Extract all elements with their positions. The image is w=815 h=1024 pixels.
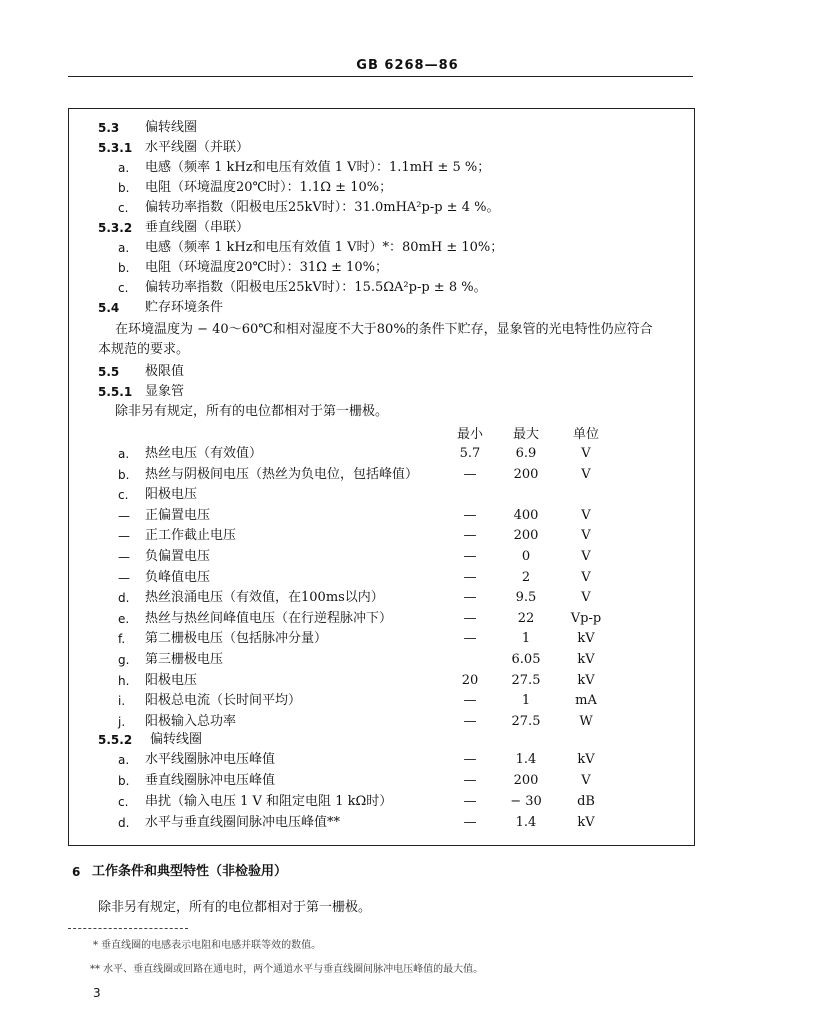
text-line bbox=[0, 198, 815, 218]
row-min: — bbox=[463, 569, 477, 585]
text-line bbox=[0, 138, 815, 158]
row-unit: kV bbox=[577, 631, 595, 647]
row-min: — bbox=[463, 752, 477, 767]
row-text: 热丝与阴极间电压（热丝为负电位，包括峰值） bbox=[145, 466, 419, 482]
table-row bbox=[0, 813, 815, 833]
footnote-separator bbox=[68, 928, 188, 929]
table-row bbox=[0, 712, 815, 732]
row-label: a. bbox=[118, 753, 130, 767]
section-title: 水平线圈（并联） bbox=[145, 140, 250, 155]
section-title: 工作条件和典型特性（非检验用） bbox=[92, 864, 288, 879]
row-label: j. bbox=[118, 714, 126, 729]
row-unit: mA bbox=[575, 693, 597, 709]
item-text: 偏转功率指数（阳极电压25kV时）：31.0mHA²p-p ± 4 %。 bbox=[145, 200, 500, 215]
row-text: 热丝与热丝间峰值电压（在行逆程脉冲下） bbox=[145, 610, 393, 626]
row-text: 串扰（输入电压 1 V 和阻定电阻 1 kΩ时） bbox=[145, 794, 393, 809]
row-text: 阳极电压 bbox=[145, 672, 198, 688]
row-unit: V bbox=[581, 549, 591, 564]
row-max: 0 bbox=[521, 549, 531, 564]
row-label: f. bbox=[118, 632, 126, 647]
row-unit: dB bbox=[577, 794, 595, 809]
item-label: c. bbox=[118, 201, 129, 215]
row-unit: kV bbox=[577, 652, 595, 667]
section-number: 5.4 bbox=[98, 301, 120, 315]
text-line bbox=[0, 178, 815, 198]
table-row bbox=[0, 444, 815, 464]
table-row bbox=[0, 671, 815, 691]
row-label: h. bbox=[118, 673, 130, 688]
text-line bbox=[0, 362, 815, 382]
row-text: 阳极总电流（长时间平均） bbox=[145, 693, 302, 709]
row-label: — bbox=[118, 529, 130, 544]
row-unit: Vp-p bbox=[570, 610, 602, 626]
text-line bbox=[0, 340, 815, 360]
page-number: 3 bbox=[93, 986, 101, 1000]
row-min: — bbox=[463, 631, 477, 647]
item-label: c. bbox=[118, 281, 129, 295]
item-label: b. bbox=[118, 181, 130, 195]
row-text: 热丝浪涌电压（有效值，在100ms以内） bbox=[145, 590, 384, 606]
row-min: — bbox=[463, 693, 477, 709]
row-text: 垂直线圈脉冲电压峰值 bbox=[145, 773, 276, 788]
row-max: 1.4 bbox=[515, 752, 537, 767]
row-label: — bbox=[118, 508, 130, 523]
table-row bbox=[0, 771, 815, 791]
row-min: — bbox=[463, 507, 477, 523]
row-unit: kV bbox=[577, 815, 595, 830]
row-label: d. bbox=[118, 591, 130, 606]
row-min: 20 bbox=[461, 672, 479, 688]
item-text: 电感（频率 1 kHz和电压有效值 1 V时）*：80mH ± 10%； bbox=[145, 240, 504, 255]
text-line bbox=[0, 298, 815, 318]
row-max: 6.05 bbox=[511, 652, 541, 667]
item-text: 电阻（环境温度20℃时）：1.1Ω ± 10%； bbox=[145, 180, 393, 195]
row-text: 阳极电压 bbox=[145, 487, 198, 503]
table-row bbox=[0, 629, 815, 649]
text-line bbox=[0, 278, 815, 298]
row-max: 1 bbox=[521, 693, 531, 709]
row-max: − 30 bbox=[510, 794, 542, 809]
table-row bbox=[0, 650, 815, 670]
paragraph: 除非另有规定，所有的电位都相对于第一栅极。 bbox=[98, 900, 372, 915]
row-unit: V bbox=[581, 590, 591, 606]
row-label: b. bbox=[118, 467, 130, 482]
row-text: 负偏置电压 bbox=[145, 549, 211, 564]
paragraph: 在环境温度为 − 40～60℃和相对湿度不大于80%的条件下贮存，显象管的光电特性仍应符合 bbox=[115, 322, 653, 337]
section-number: 5.3.1 bbox=[98, 141, 133, 155]
row-max: 1.4 bbox=[515, 815, 537, 830]
row-min: — bbox=[463, 815, 477, 830]
row-text: 负峰值电压 bbox=[145, 569, 211, 585]
paragraph-cont: 本规范的要求。 bbox=[98, 342, 190, 357]
row-label: — bbox=[118, 550, 130, 564]
table-row bbox=[0, 506, 815, 526]
table-row bbox=[0, 792, 815, 812]
row-min: — bbox=[463, 713, 477, 729]
row-label: c. bbox=[118, 488, 129, 503]
row-unit: V bbox=[581, 569, 591, 585]
row-unit: V bbox=[581, 466, 591, 482]
section-title: 贮存环境条件 bbox=[145, 300, 224, 315]
item-text: 电阻（环境温度20℃时）：31Ω ± 10%； bbox=[145, 260, 388, 275]
row-max: 200 bbox=[513, 466, 539, 482]
section-5-5-2 bbox=[0, 730, 815, 750]
row-min: — bbox=[463, 794, 477, 809]
item-text: 偏转功率指数（阳极电压25kV时）：15.5ΩA²p-p ± 8 %。 bbox=[145, 280, 487, 295]
text-line bbox=[0, 158, 815, 178]
table-row bbox=[0, 568, 815, 588]
standard-header: GB 6268—86 bbox=[356, 58, 459, 73]
row-min: — bbox=[463, 590, 477, 606]
col-min-header: 最小 bbox=[456, 427, 483, 442]
table-row bbox=[0, 750, 815, 770]
paragraph: 除非另有规定，所有的电位都相对于第一栅极。 bbox=[115, 404, 389, 419]
row-label: g. bbox=[118, 653, 130, 667]
section-number: 6 bbox=[72, 865, 81, 879]
section-number: 5.5.2 bbox=[98, 733, 133, 747]
row-label: e. bbox=[118, 611, 130, 626]
row-text: 阳极输入总功率 bbox=[145, 713, 237, 729]
row-max: 400 bbox=[513, 507, 539, 523]
row-min: — bbox=[463, 773, 477, 788]
footnote-1: * 垂直线圈的电感表示电阻和电感并联等效的数值。 bbox=[93, 940, 322, 951]
item-label: a. bbox=[118, 161, 130, 175]
text-line bbox=[0, 238, 815, 258]
section-title: 偏转线圈 bbox=[150, 732, 203, 747]
section-6-text bbox=[0, 898, 815, 918]
section-title: 显象管 bbox=[145, 384, 185, 399]
text-line bbox=[0, 218, 815, 238]
row-min: — bbox=[463, 549, 477, 564]
table-header bbox=[0, 425, 815, 445]
row-max: 27.5 bbox=[511, 672, 541, 688]
row-label: b. bbox=[118, 774, 130, 788]
row-unit: V bbox=[581, 528, 591, 544]
section-6 bbox=[0, 862, 815, 882]
row-text: 第三栅极电压 bbox=[145, 652, 224, 667]
table-row bbox=[0, 526, 815, 546]
row-max: 22 bbox=[517, 610, 535, 626]
row-text: 正偏置电压 bbox=[145, 507, 211, 523]
text-line bbox=[0, 320, 815, 340]
row-unit: kV bbox=[577, 672, 595, 688]
row-max: 27.5 bbox=[511, 713, 541, 729]
section-title: 垂直线圈（串联） bbox=[145, 220, 250, 235]
row-min: — bbox=[463, 466, 477, 482]
section-number: 5.5.1 bbox=[98, 385, 133, 399]
section-number: 5.3 bbox=[98, 121, 120, 135]
row-max: 1 bbox=[521, 631, 531, 647]
row-unit: W bbox=[579, 713, 593, 729]
row-label: a. bbox=[118, 447, 130, 461]
item-label: b. bbox=[118, 261, 130, 275]
col-unit-header: 单位 bbox=[572, 427, 599, 442]
table-row bbox=[0, 609, 815, 629]
row-label: i. bbox=[118, 694, 126, 709]
section-title: 偏转线圈 bbox=[145, 120, 198, 135]
row-text: 热丝电压（有效值） bbox=[145, 446, 263, 461]
row-min: 5.7 bbox=[459, 446, 481, 461]
text-line bbox=[0, 402, 815, 422]
row-label: c. bbox=[118, 795, 129, 809]
section-number: 5.3.2 bbox=[98, 221, 133, 235]
row-text: 正工作截止电压 bbox=[145, 528, 237, 544]
table-row bbox=[0, 691, 815, 711]
header-rule bbox=[68, 76, 693, 77]
row-max: 9.5 bbox=[515, 590, 537, 606]
row-min: — bbox=[463, 528, 477, 544]
item-text: 电感（频率 1 kHz和电压有效值 1 V时）：1.1mH ± 5 %； bbox=[145, 160, 491, 175]
row-label: — bbox=[118, 570, 130, 585]
table-row bbox=[0, 485, 815, 505]
row-unit: V bbox=[581, 507, 591, 523]
section-number: 5.5 bbox=[98, 365, 120, 379]
row-min: — bbox=[463, 610, 477, 626]
text-line bbox=[0, 382, 815, 402]
item-label: a. bbox=[118, 241, 130, 255]
table-row bbox=[0, 465, 815, 485]
row-label: d. bbox=[118, 816, 130, 830]
footnote-2: ** 水平、垂直线圈或回路在通电时，两个通道水平与垂直线圈间脉冲电压峰值的最大值。 bbox=[90, 964, 484, 975]
table-row bbox=[0, 588, 815, 608]
row-unit: kV bbox=[577, 752, 595, 767]
col-max-header: 最大 bbox=[512, 427, 539, 442]
section-title: 极限值 bbox=[145, 364, 185, 379]
row-max: 200 bbox=[513, 528, 539, 544]
row-max: 2 bbox=[521, 569, 531, 585]
row-text: 第二栅极电压（包括脉冲分量） bbox=[145, 631, 328, 647]
row-text: 水平线圈脉冲电压峰值 bbox=[145, 752, 276, 767]
row-unit: V bbox=[581, 773, 591, 788]
text-line bbox=[0, 118, 815, 138]
text-line bbox=[0, 258, 815, 278]
row-max: 6.9 bbox=[515, 446, 537, 461]
row-text: 水平与垂直线圈间脉冲电压峰值** bbox=[145, 815, 341, 830]
row-max: 200 bbox=[513, 773, 539, 788]
table-row bbox=[0, 547, 815, 567]
row-unit: V bbox=[581, 446, 591, 461]
